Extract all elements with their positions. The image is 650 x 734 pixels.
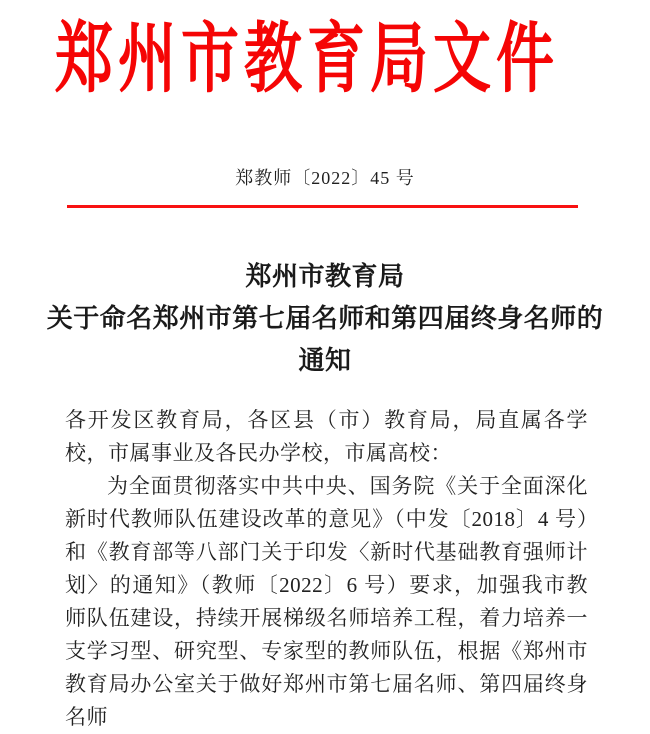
document-title-line1: 郑州市教育局 [245,262,405,291]
official-document-page [0,13,650,729]
document-title [0,256,650,382]
red-divider-line [67,205,578,208]
agency-banner-title: 郑州市教育局文件 [54,16,559,103]
document-body [0,404,650,734]
document-number: 郑教师〔2022〕45 号 [235,168,415,188]
document-title-line3: 通知 [298,346,352,375]
document-title-line2: 关于命名郑州市第七届名师和第四届终身名师的 [46,304,604,333]
salutation-paragraph: 各开发区教育局，各区县（市）教育局，局直属各学校，市属事业及各民办学校，市属高校： [65,408,588,465]
body-paragraph: 为全面贯彻落实中共中央、国务院《关于全面深化新时代教师队伍建设改革的意见》（中发〔2018〕4 号）和《教育部等八部门关于印发〈新时代基础教育强师计划〉的通知》（教师〔2022〕6 号）要求，加强我市教师队伍建设，持续开展梯级名师培养工程，着力培养一支学习型、研究型、专家型的教师队伍，根据《郑州市教育局办公室关于做好郑州市第七届名师、第四届终身名师 [65,474,588,729]
red-letterhead-banner [0,13,650,107]
